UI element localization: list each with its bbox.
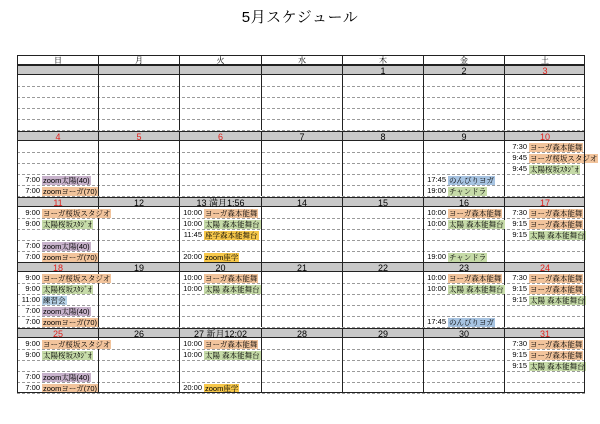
schedule-event[interactable] [505, 219, 584, 229]
event-title: 太陽 森本能舞台 [530, 296, 585, 305]
event-time: 7:00 [25, 383, 40, 392]
column-divider [98, 131, 99, 196]
slot-divider [17, 108, 585, 109]
event-time: 10:00 [427, 284, 446, 293]
schedule-event[interactable] [505, 295, 584, 305]
schedule-event[interactable] [18, 208, 111, 218]
event-title: のんびりヨガ [449, 318, 494, 327]
event-title: zoomヨーガ(70) [43, 253, 98, 262]
schedule-event[interactable] [505, 142, 584, 152]
event-title: ヨーガ森本能舞 [530, 274, 583, 283]
date-cell: 19 [98, 262, 179, 272]
schedule-event[interactable] [18, 383, 97, 393]
date-cell: 26 [98, 328, 179, 338]
week-row [17, 262, 585, 327]
date-cell: 12 [98, 197, 179, 207]
date-cell [98, 65, 179, 75]
event-title: 太陽桜坂ｽﾀｼﾞｵ [43, 285, 92, 294]
slot-divider [17, 86, 585, 87]
column-divider [423, 328, 424, 393]
column-divider [342, 65, 343, 130]
schedule-event[interactable] [180, 230, 260, 240]
event-time: 17:45 [427, 317, 446, 326]
date-cell: 24 [504, 262, 585, 272]
event-time: 9:00 [25, 273, 40, 282]
schedule-event[interactable] [180, 339, 260, 349]
schedule-event[interactable] [18, 350, 97, 360]
event-title: ヨーガ森本能舞 [530, 209, 583, 218]
schedule-event[interactable] [505, 164, 584, 174]
date-cell: 25 [17, 328, 98, 338]
event-title: 太陽 森本能舞台 [449, 220, 504, 229]
column-divider [261, 262, 262, 327]
schedule-event[interactable] [505, 230, 584, 240]
event-time: 10:00 [427, 219, 446, 228]
event-title: 座学森本能舞台 [205, 231, 258, 240]
slot-divider [17, 382, 585, 383]
week-row [17, 328, 585, 393]
schedule-event[interactable] [505, 208, 584, 218]
date-cell: 30 [423, 328, 504, 338]
date-cell: 31 [504, 328, 585, 338]
schedule-event[interactable] [505, 339, 584, 349]
event-title: 太陽 森本能舞台 [205, 285, 260, 294]
schedule-event[interactable] [18, 219, 97, 229]
event-title: ヨーガ森本能舞 [530, 220, 583, 229]
event-title: のんびりヨガ [449, 176, 494, 185]
event-time: 7:00 [25, 186, 40, 195]
column-divider [261, 197, 262, 262]
date-cell: 3 [504, 65, 585, 75]
event-title: 太陽桜坂ｽﾀｼﾞｵ [530, 165, 579, 174]
column-divider [342, 262, 343, 327]
event-time: 7:30 [512, 208, 527, 217]
event-time: 20:00 [183, 383, 202, 392]
schedule-event[interactable] [424, 186, 503, 196]
schedule-event[interactable] [180, 383, 260, 393]
event-time: 9:00 [25, 219, 40, 228]
column-divider [98, 328, 99, 393]
schedule-event[interactable] [18, 317, 97, 327]
event-title: zoom太陽(40) [43, 242, 90, 251]
schedule-event[interactable] [18, 241, 97, 251]
event-title: 太陽 森本能舞台 [449, 285, 504, 294]
schedule-event[interactable] [424, 219, 503, 229]
date-cell [17, 65, 98, 75]
date-cell: 14 [261, 197, 342, 207]
date-cell: 6 [179, 131, 261, 141]
column-divider [342, 197, 343, 262]
column-divider [504, 65, 505, 130]
day-name-header: 土 [504, 55, 585, 65]
date-cell: 27 新月12:02 [179, 328, 261, 338]
event-title: ヨーガ桜坂スタジオ [530, 154, 598, 163]
schedule-event[interactable] [505, 361, 584, 371]
slot-divider [17, 294, 585, 295]
date-cell: 4 [17, 131, 98, 141]
event-time: 7:00 [25, 306, 40, 315]
event-time: 10:00 [183, 284, 202, 293]
column-divider [179, 65, 180, 130]
event-title: ヨーガ森本能舞 [530, 351, 583, 360]
column-divider [342, 131, 343, 196]
slot-divider [17, 371, 585, 372]
schedule-event[interactable] [18, 372, 97, 382]
event-title: ヨーガ桜坂スタジオ [43, 274, 111, 283]
column-divider [179, 262, 180, 327]
schedule-event[interactable] [18, 295, 97, 305]
schedule-event[interactable] [424, 208, 503, 218]
schedule-event[interactable] [424, 317, 503, 327]
event-time: 7:30 [512, 273, 527, 282]
slot-divider [17, 163, 585, 164]
event-title: ヨーガ森本能舞 [205, 340, 258, 349]
slot-divider [17, 349, 585, 350]
event-title: zoomヨーガ(70) [43, 318, 98, 327]
event-time: 7:30 [512, 339, 527, 348]
event-time: 7:30 [512, 142, 527, 151]
page-title: 5月スケジュール [241, 9, 359, 26]
date-cell: 2 [423, 65, 504, 75]
event-time: 10:00 [183, 350, 202, 359]
event-title: zoom座学 [205, 384, 239, 393]
schedule-event[interactable] [18, 186, 97, 196]
event-time: 9:15 [512, 361, 527, 370]
schedule-event[interactable] [18, 252, 97, 262]
event-time: 9:15 [512, 295, 527, 304]
event-title: ヨーガ森本能舞 [205, 274, 258, 283]
event-time: 7:00 [25, 372, 40, 381]
event-title: チャンドラ [449, 253, 487, 262]
date-cell: 9 [423, 131, 504, 141]
column-divider [261, 328, 262, 393]
event-title: 太陽 森本能舞台 [205, 351, 260, 360]
event-title: ヨーガ森本能舞 [205, 209, 258, 218]
event-title: ヨーガ桜坂スタジオ [43, 340, 111, 349]
event-time: 9:45 [512, 153, 527, 162]
slot-divider [17, 240, 585, 241]
event-time: 9:15 [512, 284, 527, 293]
calendar-grid [17, 55, 598, 393]
event-title: ヨーガ桜坂スタジオ [43, 209, 111, 218]
schedule-event[interactable] [424, 252, 503, 262]
event-title: 練習会 [43, 296, 66, 305]
schedule-event[interactable] [180, 219, 260, 229]
event-title: ヨーガ森本能舞 [530, 285, 583, 294]
schedule-event[interactable] [505, 350, 584, 360]
day-name-header: 木 [342, 55, 423, 65]
event-time: 10:00 [427, 208, 446, 217]
event-time: 7:00 [25, 241, 40, 250]
column-divider [342, 328, 343, 393]
column-divider [584, 328, 585, 393]
slot-divider [17, 97, 585, 98]
day-name-header: 月 [98, 55, 179, 65]
column-divider [584, 65, 585, 130]
schedule-event[interactable] [18, 284, 97, 294]
column-divider [17, 65, 18, 130]
event-title: zoom座学 [205, 253, 239, 262]
slot-divider [17, 393, 585, 394]
schedule-event[interactable] [424, 273, 503, 283]
date-cell: 1 [342, 65, 423, 75]
day-name-header: 日 [17, 55, 98, 65]
event-time: 19:00 [427, 252, 446, 261]
schedule-event[interactable] [505, 284, 584, 294]
column-divider [261, 131, 262, 196]
date-cell: 8 [342, 131, 423, 141]
date-cell: 7 [261, 131, 342, 141]
date-cell: 17 [504, 197, 585, 207]
date-cell: 22 [342, 262, 423, 272]
event-time: 10:00 [427, 273, 446, 282]
event-title: 太陽 森本能舞台 [205, 220, 260, 229]
event-title: ヨーガ森本能舞 [449, 274, 502, 283]
event-title: zoom太陽(40) [43, 176, 90, 185]
column-divider [584, 262, 585, 327]
event-title: 太陽 森本能舞台 [530, 231, 585, 240]
column-divider [584, 131, 585, 196]
event-title: zoomヨーガ(70) [43, 187, 98, 196]
week-row [17, 65, 585, 130]
event-title: ヨーガ森本能舞 [449, 209, 502, 218]
date-cell: 28 [261, 328, 342, 338]
event-title: ヨーガ森本能舞 [530, 143, 583, 152]
event-title: zoomヨーガ(70) [43, 384, 98, 393]
event-time: 10:00 [183, 339, 202, 348]
day-name-header: 火 [179, 55, 261, 65]
event-time: 9:15 [512, 219, 527, 228]
event-title: 太陽桜坂ｽﾀｼﾞｵ [43, 220, 92, 229]
event-time: 9:00 [25, 208, 40, 217]
slot-divider [17, 305, 585, 306]
event-time: 9:15 [512, 350, 527, 359]
date-cell [261, 65, 342, 75]
event-title: チャンドラ [449, 187, 487, 196]
slot-divider [17, 360, 585, 361]
schedule-event[interactable] [18, 273, 111, 283]
column-divider [261, 65, 262, 130]
event-time: 9:00 [25, 284, 40, 293]
schedule-event[interactable] [18, 339, 111, 349]
schedule-event[interactable] [18, 306, 97, 316]
column-divider [98, 262, 99, 327]
event-time: 9:00 [25, 339, 40, 348]
event-time: 17:45 [427, 175, 446, 184]
event-title: 太陽 森本能舞台 [530, 362, 585, 371]
event-time: 9:00 [25, 350, 40, 359]
date-cell [179, 65, 261, 75]
event-time: 11:45 [183, 230, 202, 239]
event-time: 19:00 [427, 186, 446, 195]
date-cell: 18 [17, 262, 98, 272]
event-time: 20:00 [183, 252, 202, 261]
event-time: 7:00 [25, 317, 40, 326]
schedule-event[interactable] [180, 273, 260, 283]
event-time: 10:00 [183, 273, 202, 282]
day-name-header: 金 [423, 55, 504, 65]
column-divider [179, 131, 180, 196]
date-cell: 10 [504, 131, 585, 141]
event-time: 11:00 [21, 295, 40, 304]
schedule-event[interactable] [505, 273, 584, 283]
date-cell: 15 [342, 197, 423, 207]
event-time: 9:15 [512, 230, 527, 239]
week-row [17, 131, 598, 196]
date-cell: 21 [261, 262, 342, 272]
date-cell: 20 [179, 262, 261, 272]
column-divider [423, 65, 424, 130]
date-cell: 11 [17, 197, 98, 207]
event-time: 10:00 [183, 219, 202, 228]
week-row [17, 197, 585, 262]
schedule-event[interactable] [180, 284, 260, 294]
event-title: zoom太陽(40) [43, 307, 90, 316]
event-title: zoom太陽(40) [43, 373, 90, 382]
column-divider [98, 65, 99, 130]
schedule-event[interactable] [424, 175, 503, 185]
column-divider [98, 197, 99, 262]
date-cell: 29 [342, 328, 423, 338]
schedule-event[interactable] [180, 350, 260, 360]
event-time: 10:00 [183, 208, 202, 217]
schedule-event[interactable] [180, 252, 260, 262]
date-cell: 16 [423, 197, 504, 207]
column-divider [584, 197, 585, 262]
event-title: 太陽桜坂ｽﾀｼﾞｵ [43, 351, 92, 360]
schedule-event[interactable] [424, 284, 503, 294]
date-cell: 23 [423, 262, 504, 272]
slot-divider [17, 152, 585, 153]
schedule-event[interactable] [18, 175, 97, 185]
event-title: ヨーガ森本能舞 [530, 340, 583, 349]
date-cell: 5 [98, 131, 179, 141]
day-name-header: 水 [261, 55, 342, 65]
event-time: 7:00 [25, 175, 40, 184]
schedule-event[interactable] [180, 208, 260, 218]
schedule-event[interactable] [505, 153, 598, 163]
slot-divider [17, 229, 585, 230]
slot-divider [17, 119, 585, 120]
event-time: 9:45 [512, 164, 527, 173]
event-time: 7:00 [25, 252, 40, 261]
date-cell: 13 満月1:56 [179, 197, 261, 207]
